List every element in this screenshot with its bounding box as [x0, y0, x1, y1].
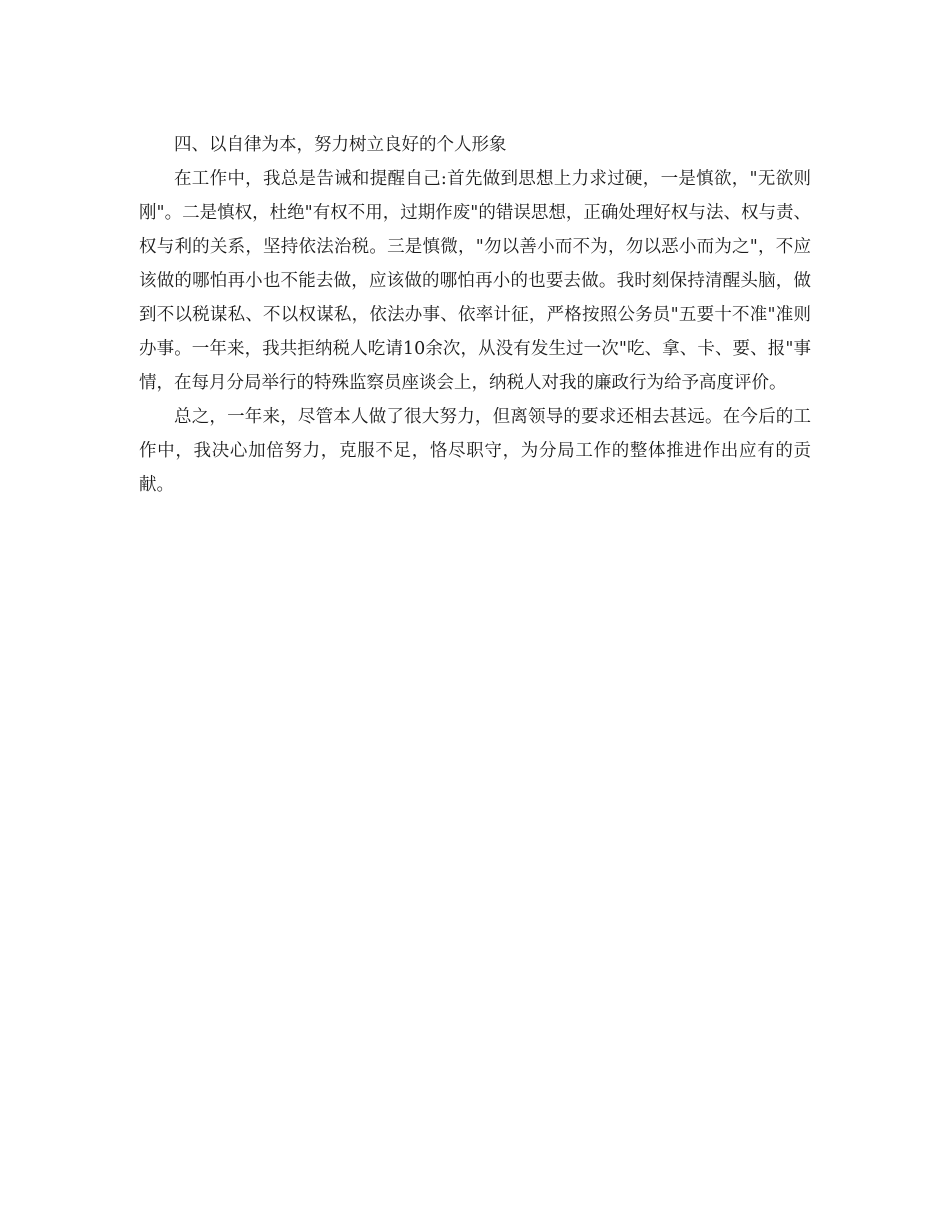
- body-paragraph: 在工作中，我总是告诫和提醒自己:首先做到思想上力求过硬，一是慎欲，"无欲则刚"。二是慎权，杜绝"有权不用，过期作废"的错误思想，正确处理好权与法、权与责、权与利的关系，坚持依法治税。三是慎微，"勿以善小而不为，勿以恶小而为之"，不应该做的哪怕再小也不能去做，应该做的哪怕再小的也要去做。我时刻保持清醒头脑，做到不以税谋私、不以权谋私，依法办事、依率计征，严格按照公务员"五要十不准"准则办事。一年来，我共拒纳税人吃请10余次，从没有发生过一次"吃、拿、卡、要、报"事情，在每月分局举行的特殊监察员座谈会上，纳税人对我的廉政行为给予高度评价。: [139, 169, 811, 393]
- document-body: [139, 128, 811, 502]
- section-heading: 四、以自律为本，努力树立良好的个人形象: [174, 135, 507, 155]
- body-paragraph: 总之，一年来，尽管本人做了很大努力，但离领导的要求还相去甚远。在今后的工作中，我决心加倍努力，克服不足，恪尽职守，为分局工作的整体推进作出应有的贡献。: [139, 407, 811, 495]
